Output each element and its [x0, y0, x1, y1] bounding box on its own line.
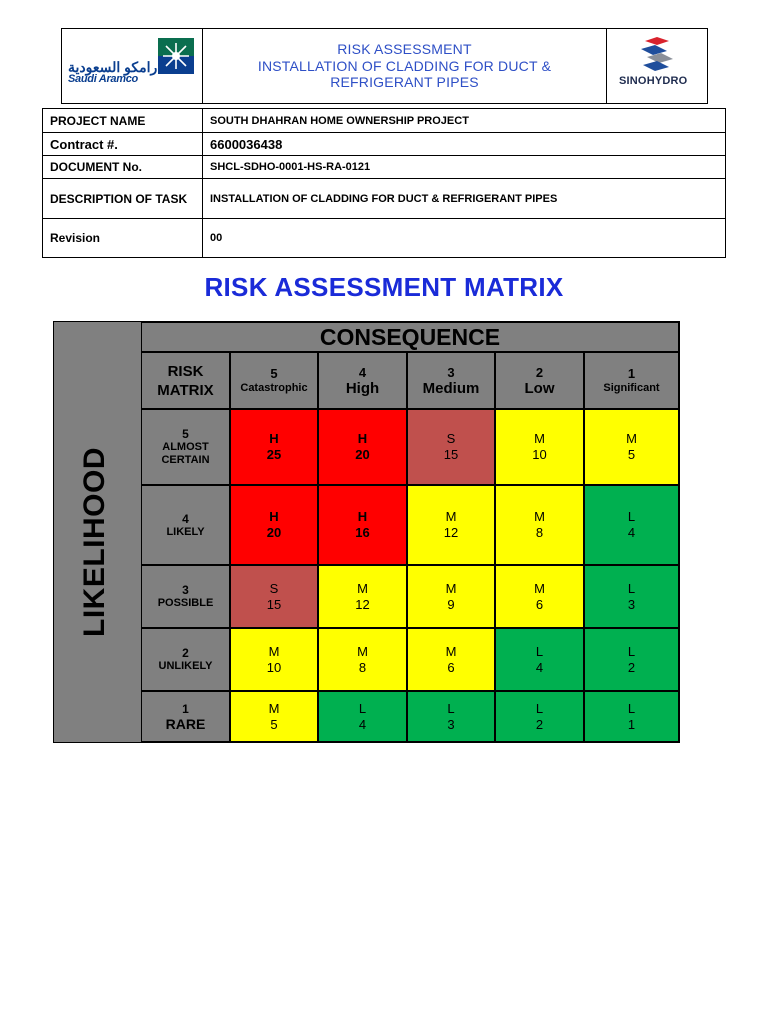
likelihood-name: ALMOST CERTAIN	[161, 441, 210, 466]
info-value: INSTALLATION OF CLADDING FOR DUCT & REFRIGERANT PIPES	[203, 179, 726, 219]
risk-cell	[230, 565, 318, 628]
aramco-star-logo-icon	[158, 38, 194, 74]
risk-cell	[318, 628, 407, 691]
risk-cell	[584, 409, 679, 485]
consequence-name: Significant	[603, 382, 660, 394]
info-label: PROJECT NAME	[43, 109, 203, 133]
info-value: SHCL-SDHO-0001-HS-RA-0121	[203, 156, 726, 179]
risk-cell	[495, 565, 584, 628]
risk-score: 6	[447, 659, 455, 675]
consequence-col-3	[407, 352, 495, 409]
risk-score: 15	[443, 447, 459, 462]
risk-cell	[584, 485, 679, 565]
info-row-project-name	[43, 109, 726, 133]
risk-score: 4	[535, 659, 544, 675]
risk-score: 4	[627, 525, 636, 540]
info-label: DOCUMENT No.	[43, 156, 203, 179]
risk-cell	[407, 565, 495, 628]
likelihood-number: 1	[182, 701, 189, 716]
consequence-col-2	[495, 352, 584, 409]
info-label: Contract #.	[43, 133, 203, 156]
risk-score: 5	[627, 447, 636, 462]
risk-cell	[584, 691, 679, 742]
likelihood-number: 3	[182, 583, 189, 597]
risk-matrix-corner	[141, 352, 230, 409]
consequence-name: Low	[524, 379, 555, 397]
info-row-document-no	[43, 156, 726, 179]
sinohydro-logo	[606, 29, 707, 103]
info-value: SOUTH DHAHRAN HOME OWNERSHIP PROJECT	[203, 109, 726, 133]
risk-level: M	[357, 580, 368, 596]
risk-cell	[407, 628, 495, 691]
matrix-title: RISK ASSESSMENT MATRIX	[204, 272, 564, 302]
consequence-number: 2	[535, 364, 544, 380]
risk-score: 5	[270, 716, 278, 732]
risk-score: 25	[266, 447, 282, 462]
risk-level: L	[627, 580, 636, 596]
risk-level: M	[357, 643, 368, 659]
document-header	[61, 28, 708, 104]
risk-matrix	[53, 321, 680, 743]
risk-score: 2	[535, 716, 544, 732]
consequence-header	[141, 322, 679, 352]
title-line-2: INSTALLATION OF CLADDING FOR DUCT &	[257, 57, 552, 74]
likelihood-axis	[54, 322, 141, 742]
consequence-name: Medium	[422, 379, 480, 397]
risk-level: M	[534, 431, 545, 446]
corner-line: MATRIX	[157, 381, 214, 399]
risk-score: 2	[627, 659, 636, 675]
likelihood-name: LIKELY	[166, 525, 205, 538]
risk-cell	[230, 691, 318, 742]
risk-level: L	[627, 700, 636, 716]
likelihood-number: 5	[182, 427, 189, 441]
risk-cell	[495, 628, 584, 691]
risk-score: 3	[627, 596, 636, 612]
consequence-name: High	[345, 379, 380, 397]
risk-level: L	[535, 643, 544, 659]
risk-level: M	[268, 643, 280, 659]
consequence-col-1	[584, 352, 679, 409]
risk-score: 8	[358, 659, 367, 675]
consequence-name: Catastrophic	[240, 382, 308, 394]
risk-level: M	[268, 700, 280, 716]
risk-level: L	[447, 700, 455, 716]
risk-level: L	[358, 700, 367, 716]
consequence-col-4	[318, 352, 407, 409]
risk-cell	[495, 691, 584, 742]
risk-level: M	[534, 580, 545, 596]
info-label: DESCRIPTION OF TASK	[43, 179, 203, 219]
likelihood-name: UNLIKELY	[158, 660, 213, 672]
risk-cell	[318, 691, 407, 742]
likelihood-name: POSSIBLE	[157, 597, 214, 609]
risk-level: M	[445, 643, 457, 659]
risk-level: S	[446, 431, 456, 446]
risk-cell	[495, 485, 584, 565]
consequence-col-5	[230, 352, 318, 409]
risk-score: 4	[358, 716, 367, 732]
risk-score: 6	[535, 596, 544, 612]
risk-cell	[318, 485, 407, 565]
sinohydro-logo-icon	[637, 35, 677, 73]
sinohydro-text: SINOHYDRO	[619, 75, 688, 87]
risk-level: S	[269, 580, 279, 596]
risk-level: L	[627, 509, 636, 524]
likelihood-row-3	[141, 565, 230, 628]
risk-level: H	[357, 509, 368, 524]
title-line-3: REFRIGERANT PIPES	[330, 74, 479, 91]
document-title	[203, 29, 606, 103]
risk-score: 3	[447, 716, 455, 732]
risk-cell	[495, 409, 584, 485]
info-label: Revision	[43, 219, 203, 258]
risk-level: M	[445, 509, 457, 524]
risk-score: 12	[355, 596, 370, 612]
saudi-aramco-logo	[62, 29, 203, 103]
consequence-number: 5	[270, 366, 278, 381]
risk-level: H	[269, 509, 279, 524]
risk-cell	[318, 565, 407, 628]
likelihood-row-4	[141, 485, 230, 565]
info-row-description	[43, 179, 726, 219]
risk-score: 12	[443, 525, 459, 540]
risk-cell	[407, 691, 495, 742]
risk-cell	[230, 485, 318, 565]
aramco-english-text: Saudi Aramco	[68, 73, 138, 85]
risk-level: H	[357, 431, 368, 446]
risk-score: 20	[266, 525, 282, 540]
risk-level: H	[269, 431, 279, 446]
project-info-table	[42, 108, 726, 258]
likelihood-row-2	[141, 628, 230, 691]
risk-level: M	[626, 431, 637, 446]
risk-score: 8	[535, 525, 544, 540]
likelihood-label: LIKELIHOOD	[78, 447, 111, 637]
risk-cell	[407, 409, 495, 485]
risk-level: M	[534, 509, 545, 524]
risk-score: 9	[447, 596, 455, 612]
consequence-number: 3	[447, 364, 455, 380]
risk-cell	[584, 628, 679, 691]
consequence-number: 1	[627, 366, 636, 381]
risk-score: 10	[532, 447, 547, 462]
consequence-label: CONSEQUENCE	[319, 323, 501, 350]
risk-score: 16	[355, 525, 370, 540]
corner-line: RISK	[167, 362, 204, 380]
likelihood-row-5	[141, 409, 230, 485]
risk-score: 1	[627, 716, 636, 732]
info-row-contract	[43, 133, 726, 156]
risk-score: 10	[266, 659, 282, 675]
risk-cell	[318, 409, 407, 485]
likelihood-row-1	[141, 691, 230, 742]
risk-cell	[407, 485, 495, 565]
risk-score: 15	[266, 596, 282, 612]
likelihood-number: 4	[182, 511, 189, 526]
risk-level: L	[535, 700, 544, 716]
risk-level: M	[445, 580, 457, 596]
info-row-revision	[43, 219, 726, 258]
risk-level: L	[627, 643, 636, 659]
title-line-1: RISK ASSESSMENT	[337, 41, 472, 58]
consequence-number: 4	[358, 364, 367, 380]
info-value: 00	[203, 219, 726, 258]
risk-cell	[584, 565, 679, 628]
risk-cell	[230, 409, 318, 485]
info-value: 6600036438	[203, 133, 726, 156]
aramco-arabic-text: ارامكو السعودية	[68, 59, 162, 75]
risk-cell	[230, 628, 318, 691]
likelihood-number: 2	[182, 646, 189, 660]
likelihood-name: RARE	[165, 715, 206, 732]
risk-score: 20	[355, 447, 370, 462]
